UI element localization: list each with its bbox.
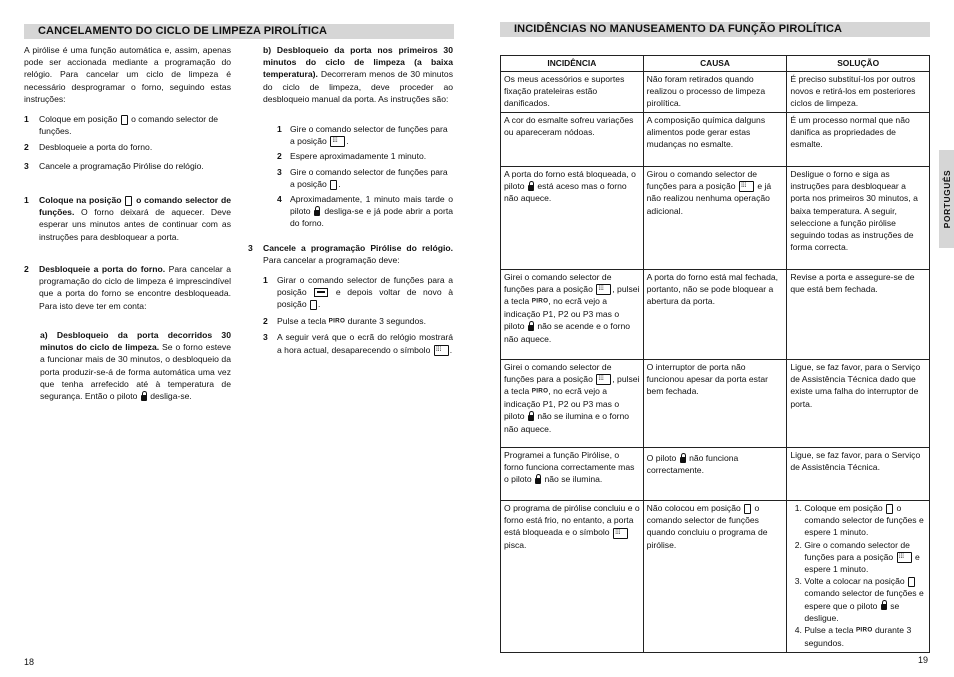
substep-b [263,44,453,105]
table-row [501,448,930,501]
table-cell: É um processo normal que não danifica as propriedades de esmalte. [787,113,930,167]
lock-icon [535,478,541,484]
lock-icon [528,185,534,191]
step-text: desliga-se e já pode abrir a porta do forno. [290,206,453,229]
table-cell: O piloto não funciona correctamente. [643,448,787,501]
detail-step-1 [24,194,231,243]
zero-position-icon [886,504,893,514]
step-text: Cancele a programação Pirólise do relógio. [39,161,204,171]
substep-text: Decorreram menos de 30 minutos do ciclo de limpeza, deve proceder ao desbloqueio manual da porta. As instruções são: [263,69,454,104]
step-number: 1 [24,195,29,205]
step-text: Para cancelar a programação deve: [263,255,400,266]
list-item: 4. Pulse a tecla PIRO durante 3 segundos. [804,624,926,649]
table-cell: Girei o comando selector de funções para a posição ⁞⁞⁞ , pulsei a tecla PIRO, no ecrã vejo a indicação P1, P2 ou P3 mas o piloto não se ilumina e o forno não aquece. [501,360,644,448]
column-header: SOLUÇÃO [787,56,930,72]
table-cell: A composição química dalguns alimentos pode gerar estas mudanças no esmalte. [643,113,787,167]
page-number-right: 19 [918,655,929,665]
step-bold: Desbloqueie a porta do forno. [39,264,166,274]
column-header: INCIDÊNCIA [501,56,644,72]
pyrolysis-grid-icon [434,345,449,356]
list-item: 1. Coloque em posição o comando selector de funções e espere 1 minuto. [804,502,926,539]
lock-icon [528,415,534,421]
table-cell: Ligue, se faz favor, para o Serviço de Assistência Técnica dado que existe uma falha do interruptor de porta. [787,360,930,448]
step-text: Espere aproximadamente 1 minuto. [290,151,427,162]
table-cell: Ligue, se faz favor, para o Serviço de Assistência Técnica. [787,448,930,501]
step-number: 3 [248,243,253,253]
lock-icon [314,210,320,216]
step-text: O forno deixará de aquecer. Deve esperar uns minutos antes de continuar com as instruções para desbloquear a porta. [39,207,231,242]
intro-paragraph: A pirólise é uma função automática e, assim, apenas pode ser accionada mediante a programação do relógio. Para cancelar um ciclo de limpeza é necessário desprogramar o forno, seguindo estas instruções: [24,45,231,104]
substep-a [40,329,231,402]
table-row [501,501,930,653]
table-cell: O programa de pirólise concluiu e o forno está frio, no entanto, a porta está bloqueada e o símbolo ⁞⁞⁞ pisca. [501,501,644,653]
table-cell: A cor do esmalte sofreu variações ou apareceram nódoas. [501,113,644,167]
step-bold: Cancele a programação Pirólise do relógio. [263,243,453,253]
substep-b-list: 1 Gire o comando selector de funções para a posição ⁞⁞⁞ . 2 Espere aproximadamente 1 minuto. 3 Gire o comando selector de funções para a posição . 4 Aproximadamente, 1 minuto mais tarde o piloto desliga-se e já pode abrir a porta do forno. [277,123,453,230]
language-tab [939,150,954,248]
lock-icon [528,325,534,331]
step-text: o comando selector de funções. [39,114,219,137]
table-cell [787,501,930,653]
pyrolysis-grid-icon [739,181,754,192]
list-item: 2. Gire o comando selector de funções para a posição ⁞⁞⁞ e espere 1 minuto. [804,539,926,576]
step-text: A seguir verá que o ecrã do relógio mostrará a hora actual, desaparecendo o símbolo [277,332,453,355]
pyrolysis-grid-icon [596,284,611,295]
step-number: 2 [263,315,268,326]
table-row [501,72,930,113]
step-text: e depois voltar de novo à posição [277,287,454,310]
list-item: 3. Volte a colocar na posição comando selector de funções e espere que o piloto se desligue. [804,575,926,624]
step-text: Aproximadamente, 1 minuto mais tarde o piloto [290,194,453,217]
left-section-heading: CANCELAMENTO DO CICLO DE LIMPEZA PIROLÍTICA [24,24,454,39]
clock-display-icon [314,288,328,297]
table-cell: É preciso substituí-los por outros novos e retirá-los em posteriores ciclos de limpeza. [787,72,930,113]
pyrolysis-grid-icon [897,552,912,563]
page-number-left: 18 [24,657,35,667]
step-text: Girar o comando selector de funções para a posição [277,275,453,298]
lock-icon [881,604,887,610]
piro-key-label: PIRO [531,298,549,306]
table-cell: A porta do forno está mal fechada, portanto, não se pode bloquear a abertura da porta. [643,270,787,360]
substep-bold: b) Desbloqueio da porta nos primeiros 30 minutos do ciclo de limpeza (a baixa temperatura). [263,45,453,80]
pyrolysis-grid-icon [330,136,345,147]
table-cell: Programei a função Pirólise, o forno funciona correctamente mas o piloto não se ilumina. [501,448,644,501]
zero-position-icon [310,300,317,310]
table-cell: Revise a porta e assegure-se de que está bem fechada. [787,270,930,360]
step-text: Pulse a tecla [277,315,327,326]
quick-steps [24,113,231,174]
step-3-list: 1 Girar o comando selector de funções para a posição e depois voltar de novo à posição . 2 Pulse a tecla PIRO durante 3 segundos. 3 A seguir verá que o ecrã do relógio mostrará a hora actual, desaparecendo o símbolo ⁞⁞⁞ . [263,274,453,356]
substep-text: Se o forno esteve a funcionar mais de 30 minutos, o desbloqueio da porta produzir-se-á de forma automática uma vez que tenha arrefecido até à temperatura de segurança. Então o piloto [40,342,231,402]
substep-text: desliga-se. [150,391,192,402]
table-row [501,113,930,167]
solution-list [790,502,926,649]
step-text: Gire o comando selector de funções para a posição [290,166,448,189]
piro-key-label: PIRO [531,388,549,396]
zero-position-icon [908,577,915,587]
step-number: 1 [263,275,268,285]
table-cell: Os meus acessórios e suportes fixação prateleiras estão danificados. [501,72,644,113]
lock-icon [680,457,686,463]
step-text: Para cancelar a programação do ciclo de limpeza é imprescindível que a porta do forno se encontre desbloqueada. Para isto deve ter em conta: [39,264,231,311]
language-label: PORTUGUÊS [941,169,952,229]
step-number: 1 [277,124,282,134]
step-number: 3 [277,166,282,177]
table-cell: A porta do forno está bloqueada, o piloto está aceso mas o forno não aquece. [501,167,644,270]
table-row [501,360,930,448]
step-bold: o comando selector de funções. [39,195,231,218]
detail-step-2 [24,263,231,312]
table-cell: Não colocou em posição o comando selector de funções quando concluiu o programa de pirólise. [643,501,787,653]
step-number: 2 [24,142,29,152]
table-cell: Não foram retirados quando realizou o processo de limpeza pirolítica. [643,72,787,113]
column-header: CAUSA [643,56,787,72]
pyrolysis-grid-icon [596,374,611,385]
zero-position-icon [330,180,337,190]
table-cell: O interruptor de porta não funcionou apesar da porta estar bem fechada. [643,360,787,448]
step-number: 3 [263,332,268,343]
incidents-table [500,55,930,653]
zero-position-icon [744,504,751,514]
step-text: durante 3 segundos. [347,315,426,326]
piro-key-label: PIRO [855,626,873,634]
piro-key-label: PIRO [328,317,346,325]
zero-position-icon [121,115,128,125]
substep-bold: a) Desbloqueio da porta decorridos 30 minutos do ciclo de limpeza. [40,330,231,353]
table-header-row [501,56,930,72]
step-number: 1 [24,114,29,124]
step-bold: Coloque na posição [39,195,122,205]
step-number: 3 [24,161,29,171]
pyrolysis-grid-icon [613,528,628,539]
table-row [501,167,930,270]
lock-icon [141,395,147,401]
step-number: 2 [277,151,282,162]
table-cell: Girei o comando selector de funções para a posição ⁞⁞⁞ , pulsei a tecla PIRO, no ecrã vejo a indicação P1, P2 ou P3 mas o piloto não se acende e o forno não aquece. [501,270,644,360]
step-number: 2 [24,264,29,274]
step-text: Desbloqueie a porta do forno. [39,142,153,152]
right-section-heading: INCIDÊNCIAS NO MANUSEAMENTO DA FUNÇÃO PIROLÍTICA [500,22,930,37]
table-cell: Desligue o forno e siga as instruções para desbloquear a porta nos primeiros 30 minutos, a baixa temperatura. A seguir, seleccione a função pirólise seguindo todas as instruções de forma correcta. [787,167,930,270]
detail-step-3 [248,242,453,266]
step-text: Coloque em posição [39,114,118,124]
table-cell: Girou o comando selector de funções para a posição ⁞⁞⁞ e já não realizou nenhuma operação adicional. [643,167,787,270]
step-text: Gire o comando selector de funções para a posição [290,124,448,147]
zero-position-icon [125,196,132,206]
table-row [501,270,930,360]
step-number: 4 [277,194,282,205]
